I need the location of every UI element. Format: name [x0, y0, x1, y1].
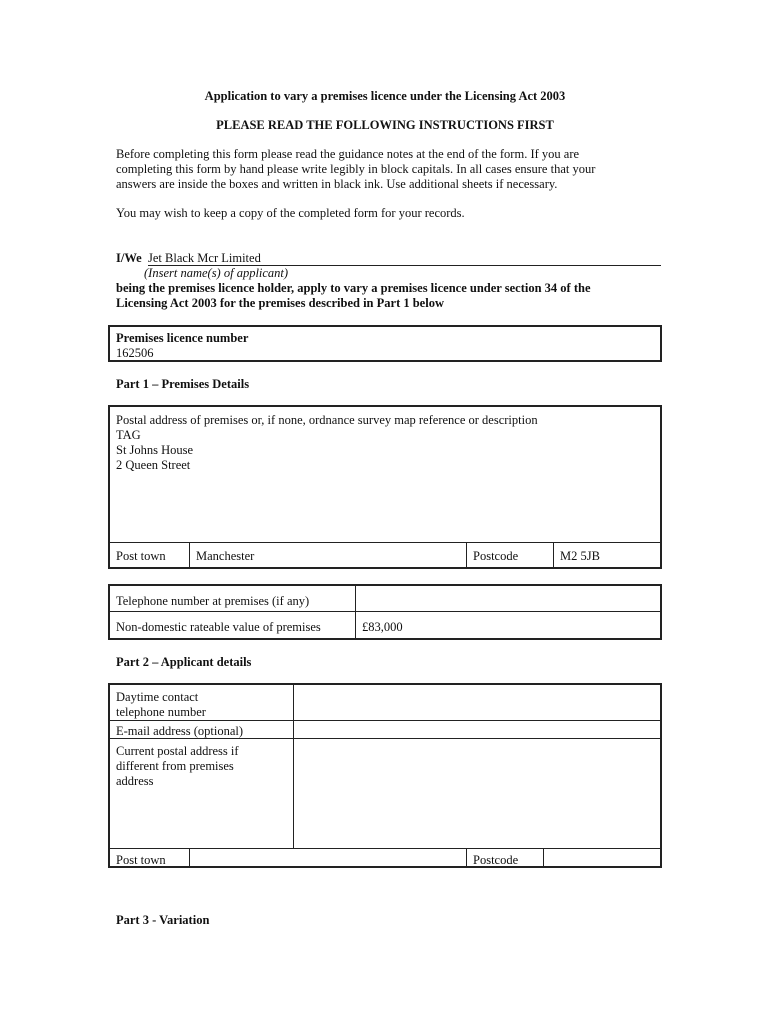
form-title: Application to vary a premises licence under the Licensing Act 2003	[204, 89, 566, 103]
address-line: 2 Queen Street	[116, 458, 191, 472]
intro-line: answers are inside the boxes and written in black ink. Use additional sheets if necessary.	[116, 177, 558, 191]
postcode-label: Postcode	[473, 853, 519, 867]
label-line: address	[116, 774, 154, 788]
applicant-name: Jet Black Mcr Limited	[148, 251, 261, 265]
applicant-postcode-field[interactable]	[544, 849, 660, 866]
rateable-label: Non-domestic rateable value of premises	[116, 620, 321, 634]
instructions-heading: PLEASE READ THE FOLLOWING INSTRUCTIONS FIRST	[216, 118, 554, 132]
applicant-statement	[116, 281, 661, 311]
postcode-field[interactable]: M2 5JB	[560, 549, 600, 563]
post-town-field[interactable]: Manchester	[196, 549, 255, 563]
licence-number-box[interactable]	[108, 325, 662, 362]
label-line: different from premises	[116, 759, 234, 773]
label-line: Current postal address if	[116, 744, 239, 758]
address-line: St Johns House	[116, 443, 194, 457]
applicant-name-field[interactable]	[148, 251, 661, 266]
email-label: E-mail address (optional)	[116, 724, 244, 738]
post-town-label: Post town	[116, 549, 166, 563]
post-town-label: Post town	[116, 853, 166, 867]
address-line: TAG	[116, 428, 141, 442]
applicant-hint: (Insert name(s) of applicant)	[144, 266, 289, 280]
statement-line: Licensing Act 2003 for the premises described in Part 1 below	[116, 296, 444, 310]
part3-heading: Part 3 - Variation	[116, 913, 210, 927]
licence-number-value: 162506	[116, 346, 154, 360]
licence-number-label: Premises licence number	[116, 331, 249, 345]
premises-contact-box	[108, 584, 662, 640]
daytime-phone-field[interactable]	[294, 685, 660, 720]
intro-line: Before completing this form please read the guidance notes at the end of the form. If you are	[116, 147, 580, 161]
divider	[110, 611, 660, 612]
premises-address-field[interactable]	[110, 411, 660, 475]
telephone-field[interactable]	[356, 592, 660, 610]
part1-heading: Part 1 – Premises Details	[116, 377, 250, 391]
statement-line: being the premises licence holder, apply to vary a premises licence under section 34 of the	[116, 281, 591, 295]
email-field[interactable]	[294, 721, 660, 738]
applicant-details-box	[108, 683, 662, 868]
telephone-label: Telephone number at premises (if any)	[116, 594, 310, 608]
keep-copy-note: You may wish to keep a copy of the completed form for your records.	[116, 206, 465, 220]
applicant-post-town-field[interactable]	[190, 849, 466, 866]
divider	[110, 542, 660, 543]
premises-address-box	[108, 405, 662, 569]
applicant-prefix: I/We	[116, 251, 142, 265]
current-address-label	[110, 742, 245, 791]
daytime-phone-label	[110, 688, 212, 722]
applicant-line	[116, 251, 661, 267]
address-label: Postal address of premises or, if none, ordnance survey map reference or description	[116, 413, 538, 427]
current-address-field[interactable]	[294, 739, 660, 848]
postcode-label: Postcode	[473, 549, 519, 563]
intro-line: completing this form by hand please write legibly in block capitals. In all cases ensure that your	[116, 162, 596, 176]
part2-heading: Part 2 – Applicant details	[116, 655, 252, 669]
intro-paragraph	[116, 147, 661, 192]
label-line: Daytime contact	[116, 690, 199, 704]
label-line: telephone number	[116, 705, 206, 719]
rateable-field[interactable]: £83,000	[362, 620, 403, 634]
